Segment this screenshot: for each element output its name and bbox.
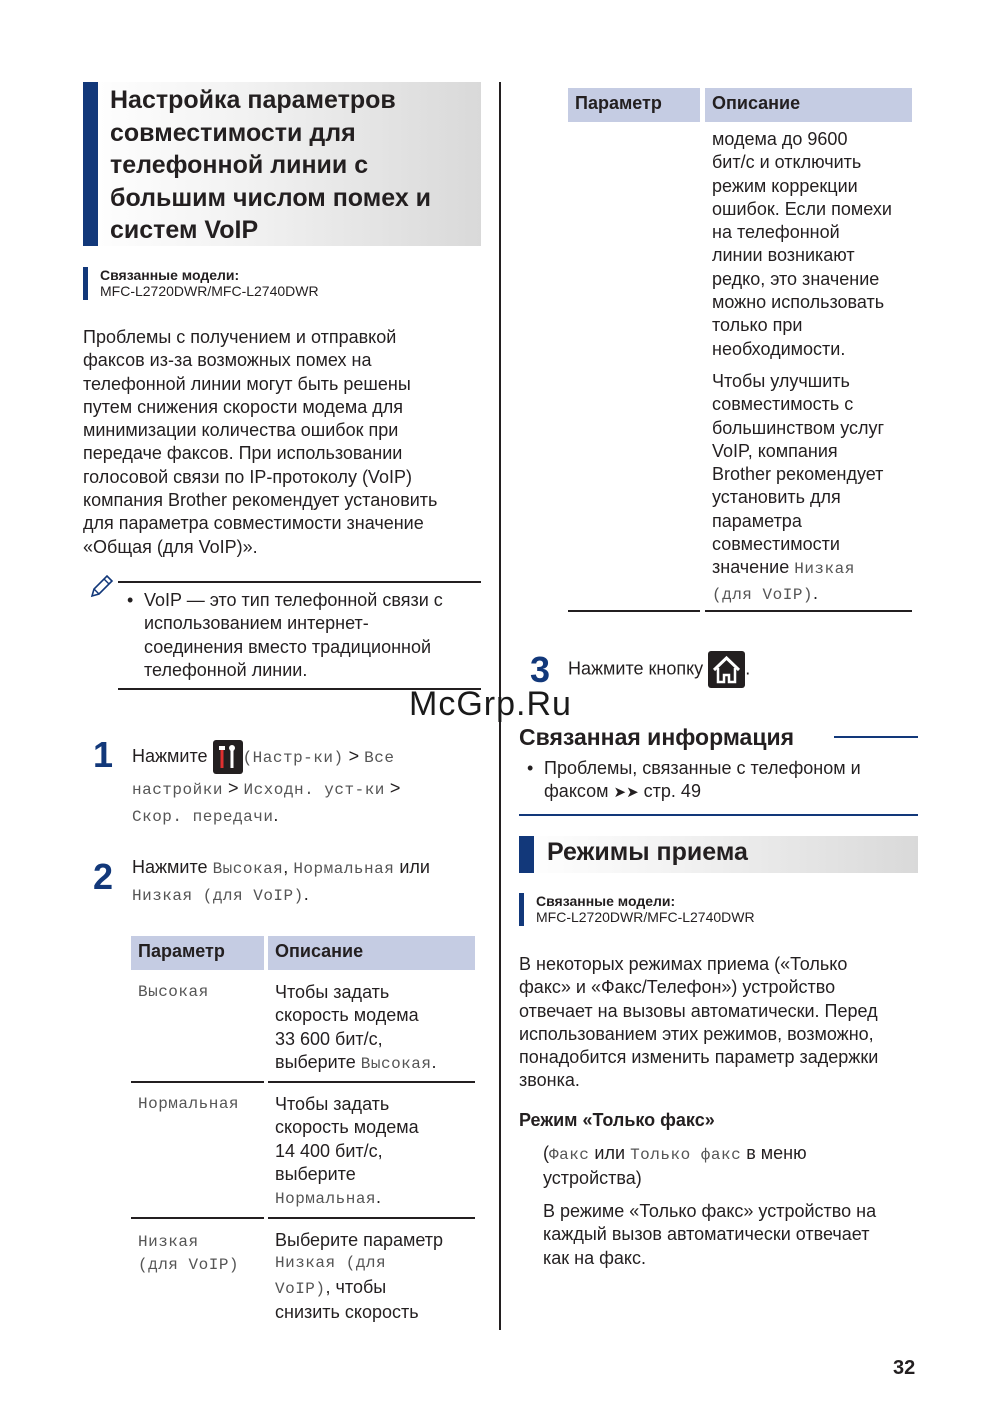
related-models xyxy=(83,267,403,300)
note-line: соединения вместо традиционной xyxy=(144,636,432,657)
or-text: или xyxy=(594,1143,626,1163)
desc-line: каждый вызов автоматически отвечает xyxy=(543,1224,870,1245)
fax-only-heading: Режим «Только факс» xyxy=(519,1110,715,1130)
desc-line: Чтобы задать xyxy=(275,1094,390,1114)
desc-line: скорость модема xyxy=(275,1117,419,1138)
note-line: использованием интернет- xyxy=(144,613,369,634)
table-row-divider xyxy=(131,1217,264,1219)
fax-only-menu-note xyxy=(543,1142,918,1191)
desc-line: Выберите параметр xyxy=(275,1230,444,1250)
table-cell-param: Нормальная xyxy=(138,1095,240,1113)
device-text: устройства) xyxy=(543,1168,642,1189)
section-title-block xyxy=(519,836,918,873)
step-3-text xyxy=(568,651,750,688)
note-text xyxy=(127,589,477,682)
menu-text: в меню xyxy=(746,1143,807,1163)
intro-line: голосовой связи по IP-протоколу (VoIP) xyxy=(83,466,412,487)
period: . xyxy=(376,1187,382,1208)
related-models-heading: Связанные модели: xyxy=(536,893,676,909)
step-1-text xyxy=(132,740,482,832)
watermark: McGrp.Ru xyxy=(409,685,572,723)
param-line: Низкая xyxy=(138,1233,199,1251)
desc-line: модема до 9600 xyxy=(712,129,848,149)
menu-separator: > xyxy=(389,778,401,798)
press-text: Нажмите xyxy=(132,745,208,766)
step-number: 1 xyxy=(93,734,114,775)
period: . xyxy=(813,582,819,603)
option-code: Низкая (для xyxy=(275,1254,387,1273)
menu-path-segment: Скор. передачи xyxy=(132,808,274,826)
desc-line: совместимость с xyxy=(712,394,854,415)
page-title-block xyxy=(83,82,481,246)
desc-line: В режиме «Только факс» устройство на xyxy=(543,1201,877,1221)
desc-line: линии возникают xyxy=(712,245,855,266)
page-number: 32 xyxy=(893,1357,916,1379)
option-code: Факс xyxy=(549,1146,590,1164)
table-cell-desc xyxy=(275,1229,475,1324)
desc-line: ошибок. Если помехи xyxy=(712,198,892,219)
desc-line: снизить скорость xyxy=(275,1301,419,1322)
option-code: Высокая xyxy=(360,1054,432,1073)
intro-line: Проблемы с получением и отправкой xyxy=(83,327,397,347)
note-divider-top xyxy=(118,581,481,583)
related-info-list xyxy=(527,757,917,805)
intro-line: использованием этих режимов, возможно, xyxy=(519,1023,874,1044)
desc-line: установить для xyxy=(712,487,841,508)
period: . xyxy=(303,884,309,904)
paren: ( xyxy=(543,1143,549,1163)
desc-line: , чтобы xyxy=(325,1276,387,1297)
note-bullet: • xyxy=(127,590,134,610)
intro-paragraph xyxy=(83,326,481,559)
table-row-divider xyxy=(705,610,912,612)
intro-line: факс» и «Факс/Телефон») устройство xyxy=(519,977,836,998)
related-link-line: Проблемы, связанные с телефоном и xyxy=(544,758,861,778)
option-code: Низкая xyxy=(794,560,855,579)
table-row-divider xyxy=(268,1081,475,1083)
table-cell-desc xyxy=(712,128,912,607)
desc-line: Brother рекомендует xyxy=(712,464,884,485)
note-line: VoIP — это тип телефонной связи с xyxy=(144,590,443,610)
intro-line: звонка. xyxy=(519,1070,580,1091)
related-models-value: MFC-L2720DWR/MFC-L2740DWR xyxy=(100,283,319,299)
or-text: или xyxy=(399,857,430,877)
option-code: (для VoIP) xyxy=(712,585,814,604)
desc-line: необходимости. xyxy=(712,338,846,359)
home-icon xyxy=(708,651,745,688)
intro-line: В некоторых режимах приема («Только xyxy=(519,954,848,974)
related-link[interactable]: факсом xyxy=(544,781,609,802)
step-number: 3 xyxy=(530,649,551,690)
section-title: Режимы приема xyxy=(547,838,748,866)
intro-line: понадобится изменить параметр задержки xyxy=(519,1047,879,1068)
intro-line: для параметра совместимости значение xyxy=(83,513,424,534)
option-code: Только факс xyxy=(630,1146,742,1164)
option-code: Нормальная xyxy=(275,1190,377,1209)
pencil-note-icon xyxy=(88,574,114,600)
note-line: телефонной линии. xyxy=(144,659,308,680)
desc-line: режим коррекции xyxy=(712,175,858,196)
option-code: Низкая (для VoIP) xyxy=(132,887,304,905)
table-cell-param xyxy=(138,1231,239,1278)
desc-line: только при xyxy=(712,315,803,336)
table-cell-param: Высокая xyxy=(138,983,209,1001)
desc-line: Чтобы задать xyxy=(275,982,390,1002)
option-code: VoIP) xyxy=(275,1279,326,1298)
page-title: Настройка параметров совместимости для телефонной линии с большим числом помех и систем VoIP xyxy=(110,86,432,244)
press-text: Нажмите xyxy=(132,857,208,877)
desc-line: 14 400 бит/с, xyxy=(275,1140,383,1161)
period: . xyxy=(745,658,751,679)
fax-only-description xyxy=(543,1200,918,1270)
menu-separator: > xyxy=(227,778,239,798)
desc-line: большинством услуг xyxy=(712,417,885,438)
related-models-heading: Связанные модели: xyxy=(100,267,240,283)
desc-line: выберите xyxy=(275,1051,356,1072)
desc-line: 33 600 бит/с, xyxy=(275,1028,383,1049)
desc-line: VoIP, компания xyxy=(712,440,838,461)
desc-line: можно использовать xyxy=(712,292,885,313)
table-header-description: Описание xyxy=(268,936,475,970)
menu-path-segment: Исходн. уст-ки xyxy=(243,781,385,799)
table-header-description: Описание xyxy=(705,88,912,122)
step-2-text xyxy=(132,855,482,909)
title-accent-bar xyxy=(519,836,534,873)
table-cell-desc xyxy=(275,981,475,1076)
option-code: Высокая xyxy=(212,860,284,878)
desc-line: выберите xyxy=(275,1163,356,1184)
bullet: • xyxy=(527,758,534,778)
intro-line: минимизации количества ошибок при xyxy=(83,420,399,441)
period: . xyxy=(273,805,279,825)
desc-line: значение xyxy=(712,557,790,578)
menu-path-segment: Все xyxy=(364,748,395,767)
desc-line: параметра xyxy=(712,510,802,531)
period: . xyxy=(431,1051,437,1072)
menu-path-segment: (Настр-ки) xyxy=(242,748,344,767)
intro-line: факсов из-за возможных помех на xyxy=(83,350,372,371)
related-info-divider xyxy=(519,814,918,816)
desc-line: как на факс. xyxy=(543,1247,647,1268)
title-accent-bar xyxy=(83,82,98,246)
press-button-text: Нажмите кнопку xyxy=(568,658,704,679)
heading-rule xyxy=(834,736,918,738)
table-row-divider xyxy=(568,610,700,612)
related-info-heading: Связанная информация xyxy=(519,724,795,750)
table-cell-desc xyxy=(275,1093,475,1211)
intro-line: передаче факсов. При использовании xyxy=(83,443,403,464)
modes-intro-paragraph xyxy=(519,953,918,1093)
intro-line: «Общая (для VoIP)». xyxy=(83,536,258,557)
page-reference-link[interactable]: стр. 49 xyxy=(643,781,701,802)
settings-tools-icon xyxy=(213,740,243,774)
desc-line: на телефонной xyxy=(712,222,840,243)
table-header-parameter: Параметр xyxy=(568,88,700,122)
intro-line: телефонной линии могут быть решены xyxy=(83,373,411,394)
table-row-divider xyxy=(268,1217,475,1219)
related-models xyxy=(519,893,839,926)
desc-line: редко, это значение xyxy=(712,268,880,289)
intro-line: отвечает на вызовы автоматически. Перед xyxy=(519,1000,878,1021)
table-header-parameter: Параметр xyxy=(131,936,264,970)
desc-line: бит/с и отключить xyxy=(712,152,862,173)
double-arrow-icon: ➤➤ xyxy=(613,784,639,802)
table-row-divider xyxy=(131,1081,264,1083)
option-code: Нормальная xyxy=(293,860,395,878)
desc-line: Чтобы улучшить xyxy=(712,370,850,391)
desc-line: скорость модема xyxy=(275,1005,419,1026)
param-line: (для VoIP) xyxy=(138,1256,240,1275)
comma: , xyxy=(283,857,289,877)
step-number: 2 xyxy=(93,856,114,897)
menu-separator: > xyxy=(348,745,360,766)
menu-path-segment: настройки xyxy=(132,781,223,799)
desc-line: совместимости xyxy=(712,534,840,555)
intro-line: компания Brother рекомендует установить xyxy=(83,490,438,511)
intro-line: путем снижения скорости модема для xyxy=(83,396,404,417)
related-models-value: MFC-L2720DWR/MFC-L2740DWR xyxy=(536,909,755,925)
